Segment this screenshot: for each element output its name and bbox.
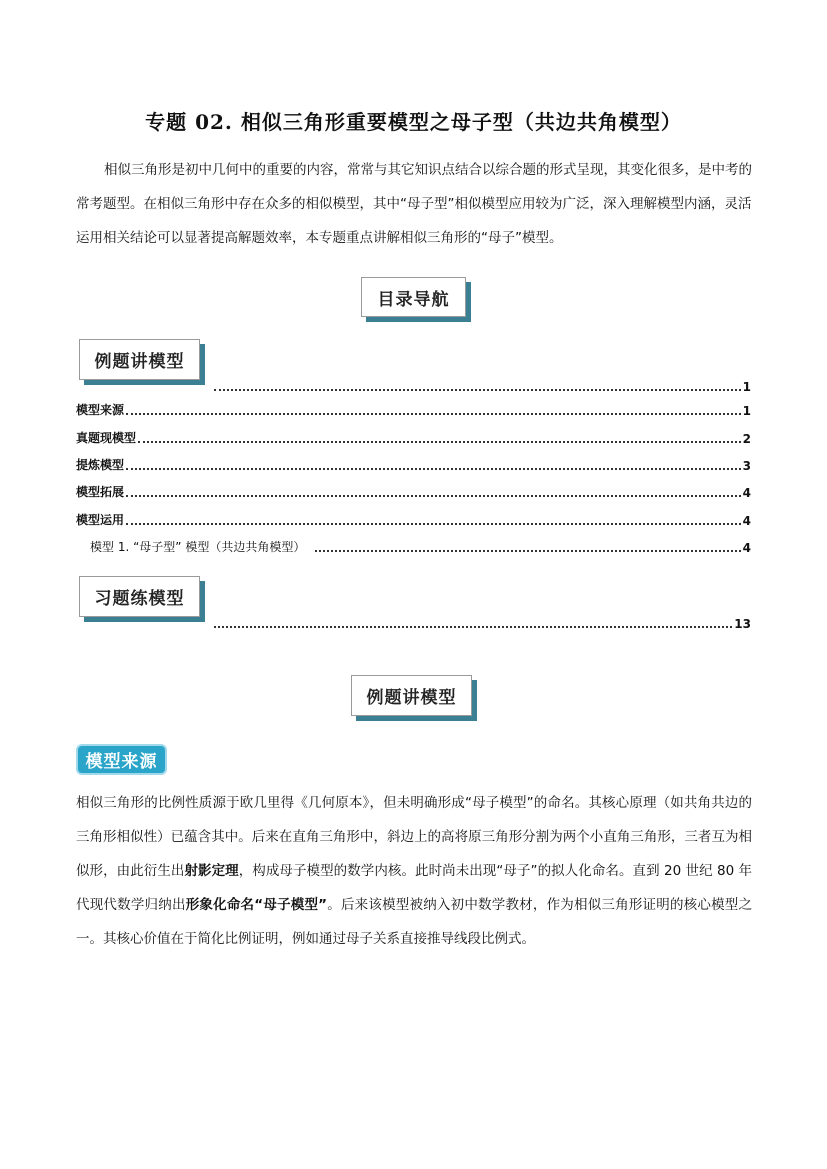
bold-term: 形象化命名“母子模型” bbox=[185, 897, 328, 913]
toc-label: 真题现模型 bbox=[76, 431, 137, 445]
toc-row-example[interactable] bbox=[212, 378, 751, 394]
toc-row[interactable] bbox=[76, 457, 751, 473]
toc-heading: 目录导航 bbox=[361, 277, 466, 317]
text-span: ，构成母子模型的数学内核。此时尚未出现“母子”的拟人化命名。直到 20 世纪 80 年代现代数学归纳出 bbox=[76, 863, 753, 913]
section-heading-example: 例题讲模型 bbox=[351, 675, 472, 716]
toc-row-sub[interactable] bbox=[76, 539, 751, 555]
toc-leader bbox=[214, 389, 741, 391]
intro-paragraph: 相似三角形是初中几何中的重要的内容，常常与其它知识点结合以综合题的形式呈现，其变化很多，是中考的常考题型。在相似三角形中存在众多的相似模型，其中“母子型”相似模型应用较为广泛，深入理解模型内涵，灵活运用相关结论可以显著提高解题效率，本专题重点讲解相似三角形的“母子”模型。 bbox=[76, 162, 752, 246]
toc-row[interactable] bbox=[76, 484, 751, 500]
toc-page-number: 4 bbox=[742, 514, 751, 528]
toc-leader bbox=[138, 441, 741, 443]
text-span: 相似三角形的比例性质源于欧几里得《几何原本》，但未明确形成“母子模型”的命名。其核心原理（如共角共边的三角形相似性）已蕴含其中。后来在直角三角形中，斜边上的高将原三角形分割为两个小直角三角形，三者互为相似形，由此衍生出 bbox=[76, 795, 752, 879]
model-source-badge: 模型来源 bbox=[76, 744, 167, 775]
toc-section-example[interactable]: 例题讲模型 bbox=[79, 339, 200, 380]
toc-page-number: 1 bbox=[742, 380, 751, 394]
toc-page-number: 2 bbox=[742, 432, 751, 446]
toc-leader bbox=[126, 495, 741, 497]
toc-label: 模型 1. “母子型” 模型（共边共角模型） bbox=[90, 540, 306, 554]
toc-row-exercise[interactable] bbox=[212, 615, 751, 631]
text-span: 。后来该模型被纳入初中数学教材，作为相似三角形证明的核心模型之一。其核心价值在于简化比例证明，例如通过母子关系直接推导线段比例式。 bbox=[76, 897, 753, 947]
toc-page-number: 1 bbox=[742, 404, 751, 418]
toc-row[interactable] bbox=[76, 402, 751, 418]
toc-row[interactable] bbox=[76, 512, 751, 528]
toc-row[interactable] bbox=[76, 430, 751, 446]
toc-section-exercise[interactable]: 习题练模型 bbox=[79, 576, 200, 617]
toc-label: 提炼模型 bbox=[76, 458, 125, 472]
toc-leader bbox=[126, 523, 741, 525]
toc-leader bbox=[126, 413, 741, 415]
page-title: 专题 02. 相似三角形重要模型之母子型（共边共角模型） bbox=[145, 110, 682, 134]
toc-page-number: 13 bbox=[734, 617, 751, 631]
toc-leader bbox=[126, 468, 741, 470]
model-source-paragraph bbox=[76, 786, 752, 956]
toc-page-number: 4 bbox=[742, 541, 751, 555]
toc-leader bbox=[315, 550, 740, 552]
toc-leader bbox=[214, 626, 732, 628]
toc-label: 模型来源 bbox=[76, 403, 125, 417]
toc-label: 模型运用 bbox=[76, 513, 125, 527]
toc-label: 模型拓展 bbox=[76, 485, 125, 499]
toc-page-number: 4 bbox=[742, 486, 751, 500]
bold-term: 射影定理 bbox=[184, 863, 239, 879]
toc-page-number: 3 bbox=[742, 459, 751, 473]
